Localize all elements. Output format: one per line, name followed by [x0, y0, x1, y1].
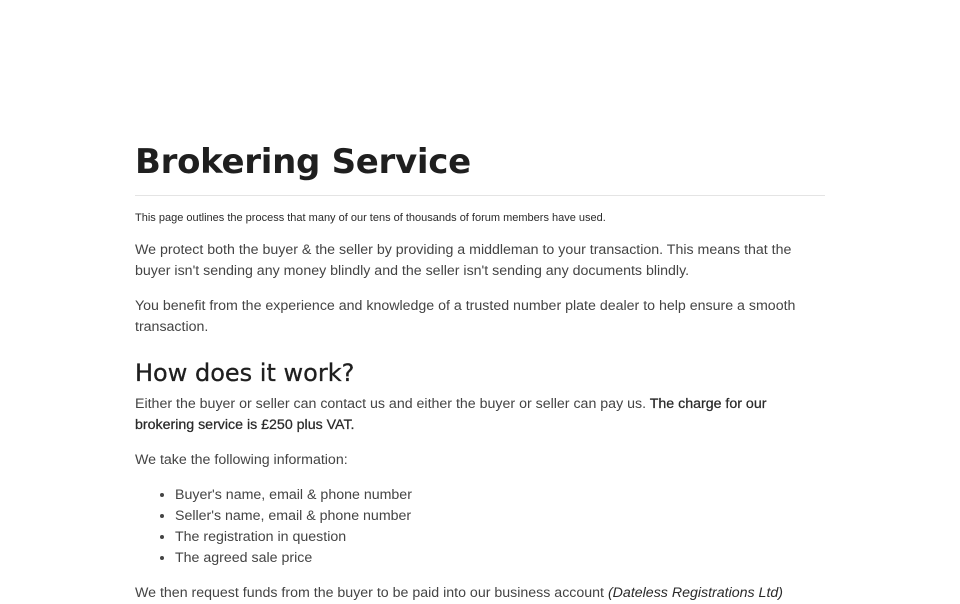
- title-divider: [135, 195, 825, 196]
- list-item: • The agreed sale price: [175, 548, 825, 569]
- benefit-paragraph: You benefit from the experience and knowledge of a trusted number plate dealer to help ensure a smooth transaction.: [135, 298, 796, 335]
- list-item: • Seller's name, email & phone number: [175, 506, 825, 527]
- charge-text: The charge for our brokering service is £250 plus VAT.: [135, 396, 767, 433]
- info-list: [135, 485, 825, 569]
- funds-text: We then request funds from the buyer to be paid into our business account: [135, 585, 608, 601]
- how-it-works-paragraph: [135, 394, 825, 436]
- how-it-works-heading: How does it work?: [135, 359, 355, 387]
- company-name: (Dateless Registrations Ltd): [607, 585, 784, 601]
- intro-note: This page outlines the process that many of our tens of thousands of forum members have used.: [135, 212, 606, 224]
- main-content: [135, 136, 825, 604]
- list-item: • The registration in question: [175, 527, 825, 548]
- funds-paragraph: [135, 583, 825, 604]
- contact-text: Either the buyer or seller can contact us and either the buyer or seller can pay us.: [135, 396, 650, 412]
- list-item: • Buyer's name, email & phone number: [175, 485, 825, 506]
- page-title: Brokering Service: [135, 142, 471, 182]
- protection-paragraph: We protect both the buyer & the seller by providing a middleman to your transaction. This means that the buyer isn't sending any money blindly and the seller isn't sending any documents blindly.: [135, 242, 792, 279]
- info-intro: We take the following information:: [135, 452, 348, 468]
